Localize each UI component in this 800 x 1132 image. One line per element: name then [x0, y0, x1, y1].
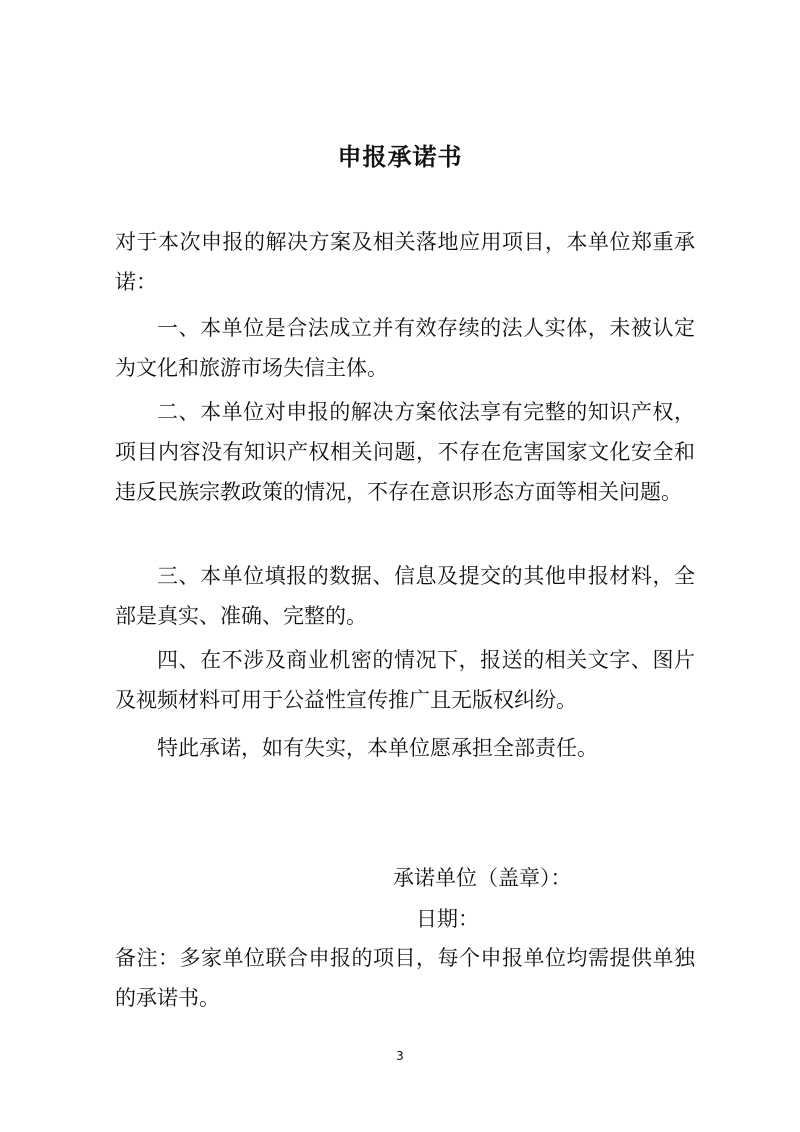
note-paragraph: [115, 938, 695, 1018]
commitment-item-2-text: 二、本单位对申报的解决方案依法享有完整的知识产权，项目内容没有知识产权相关问题，不存在危害国家文化安全和违反民族宗教政策的情况，不存在意识形态方面等相关问题。: [115, 400, 695, 504]
note-text: 备注：多家单位联合申报的项目，每个申报单位均需提供单独的承诺书。: [115, 946, 695, 1010]
commitment-item-4-text: 四、在不涉及商业机密的情况下，报送的相关文字、图片及视频材料可用于公益性宣传推广且无版权纠纷。: [115, 648, 695, 712]
closing-text: 特此承诺，如有失实，本单位愿承担全部责任。: [157, 736, 598, 760]
page-number: 3: [396, 1049, 404, 1063]
document-title: 申报承诺书: [337, 143, 463, 171]
commitment-item-3: [115, 556, 695, 636]
intro-text: 对于本次申报的解决方案及相关落地应用项目，本单位郑重承诺：: [115, 230, 695, 294]
signature-unit-label: 承诺单位（盖章）：: [393, 866, 572, 890]
commitment-item-1: [115, 308, 695, 388]
commitment-item-1-text: 一、本单位是合法成立并有效存续的法人实体，未被认定为文化和旅游市场失信主体。: [115, 316, 695, 380]
commitment-item-2: [115, 392, 695, 512]
commitment-item-3-text: 三、本单位填报的数据、信息及提交的其他申报材料，全部是真实、准确、完整的。: [115, 564, 695, 628]
signature-date-label: 日期：: [416, 907, 479, 931]
intro-paragraph: [115, 222, 695, 302]
commitment-item-4: [115, 640, 695, 720]
closing-paragraph: [115, 728, 695, 768]
